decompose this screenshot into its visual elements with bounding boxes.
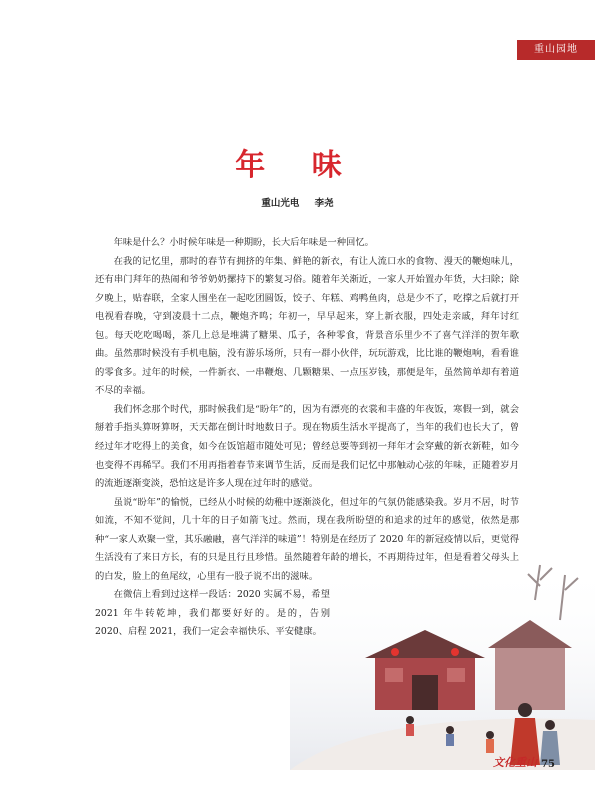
magazine-logo: 文化重山 <box>493 756 537 769</box>
author-org: 重山光电 <box>261 198 300 209</box>
paragraph: 虽说“盼年”的愉悦，已经从小时候的幼稚中逐渐淡化，但过年的气氛仍能感染我。岁月不居，时节如流，不知不觉间，几十年的日子如箭飞过。然而，现在我所盼望的和追求的过年的感觉，依然是那种“一家人欢聚一堂，其乐融融，喜气洋洋的味道”！特别是在经历了 2020 年的新冠疫情以后，更觉得生活没有了来日方长，有的只是且行且珍惜。虽然随着年龄的增长，不再期待过年，但是看着父母头上的白发，脸上的鱼尾纹，心里有一股子说不出的滋味。 <box>95 496 519 582</box>
page-number: 75 <box>541 759 555 770</box>
article-title: 年 味 <box>235 148 360 183</box>
paragraph: 在微信上看到过这样一段话：2020 实属不易，希望 2021 年牛转乾坤，我们都要好好的。是的，告别 2020、启程 2021，我们一定会幸福快乐、平安健康。 <box>95 589 330 638</box>
paragraph: 年味是什么？小时候年味是一种期盼，长大后年味是一种回忆。 <box>113 237 374 248</box>
paragraph: 我们怀念那个时代，那时候我们是“盼年”的，因为有漂亮的衣裳和丰盛的年夜饭，寒假一到，就会掰着手指头算呀算呀，天天都在倒计时地数日子。现在物质生活水平提高了，当年的我们也长大了，曾经过年才吃得上的美食，如今在饭馆超市随处可见；曾经总要等到初一拜年才会穿戴的新衣新鞋，如今也变得不再稀罕。我们不用再指着春节来调节生活，反而是我们记忆中那触动心弦的年味，正随着岁月的流逝逐渐变淡，恐怕这是许多人现在过年时的感觉。 <box>95 403 519 490</box>
article-body <box>95 234 519 642</box>
byline <box>0 195 595 209</box>
author-name: 李尧 <box>314 198 334 209</box>
paragraph: 在我的记忆里，那时的春节有拥挤的年集、鲜艳的新衣，有让人流口水的食物、漫天的鞭炮味儿，还有串门拜年的热闹和爷爷奶奶摞持下的繁复习俗。随着年关渐近，一家人开始置办年货，大扫除；除夕晚上，贴春联，全家人围坐在一起吃团圆饭，饺子、年糕、鸡鸭鱼肉，总是少不了，吃撑之后就打开电视看春晚，守到凌晨十二点，鞭炮齐鸣；年初一，早早起来，穿上新衣服，四处走亲戚，拜年讨红包。每天吃吃喝喝，茶几上总是堆满了糖果、瓜子，各种零食，背景音乐里少不了喜气洋洋的贺年歌曲。虽然那时候没有手机电脑，没有游乐场所，只有一群小伙伴，玩玩游戏，比比谁的鞭炮响，看看谁的零食多。过年的时候，一件新衣、一串鞭炮、几颗糖果、一点压岁钱，那便是年，虽然简单却有着道不尽的幸福。 <box>95 255 519 397</box>
section-tab: 重山园地 <box>517 40 595 60</box>
